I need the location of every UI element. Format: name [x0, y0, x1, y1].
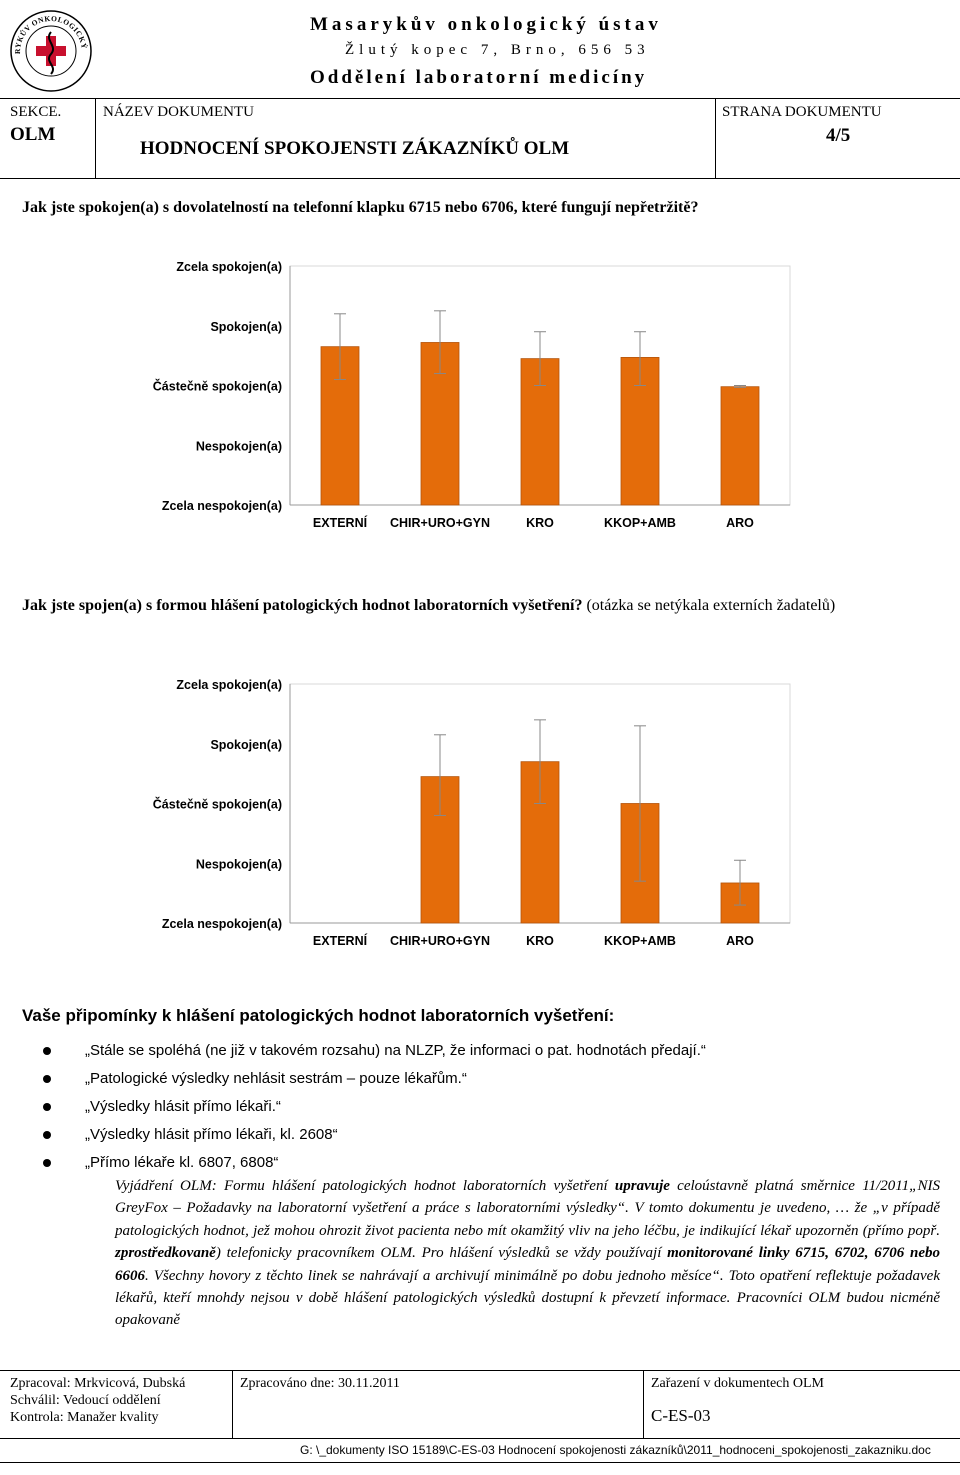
- checked-by: Kontrola: Manažer kvality: [10, 1410, 159, 1425]
- comments-list: [40, 1038, 920, 1178]
- doc-code: C-ES-03: [651, 1406, 711, 1425]
- department-name: Oddělení laboratorní medicíny: [310, 67, 648, 88]
- y-tick-label: Spokojen(a): [210, 319, 282, 334]
- list-item: „Výsledky hlásit přímo lékaři, kl. 2608“: [40, 1122, 920, 1150]
- classification-label: Zařazení v dokumentech OLM: [651, 1376, 824, 1391]
- y-tick-label: Částečně spokojen(a): [152, 797, 282, 812]
- question-1: Jak jste spokojen(a) s dovolatelností na telefonní klapku 6715 nebo 6706, které fungují nepřetržitě?: [22, 199, 699, 216]
- y-tick-label: Zcela spokojen(a): [176, 260, 282, 274]
- footer-bottom-line: [0, 1462, 960, 1463]
- institute-logo: [8, 6, 94, 92]
- y-tick-label: Nespokojen(a): [195, 857, 282, 872]
- y-tick-label: Spokojen(a): [210, 737, 282, 752]
- list-item: „Stále se spoléhá (ne již v takovém rozsahu) na NLZP, že informaci o pat. hodnotách předají.“: [40, 1038, 920, 1066]
- file-path: G: \_dokumenty ISO 15189\C-ES-03 Hodnocení spokojenosti zákazníků\2011_hodnoceni_spokojenosti_zakazniku.doc: [300, 1443, 931, 1457]
- header-col-divider: [715, 98, 716, 178]
- section-label: SEKCE.: [10, 104, 62, 120]
- response-text: ) telefonicky pracovníkem OLM. Pro hlášení výsledků se vždy používají: [215, 1245, 668, 1262]
- footer-top-line: [0, 1370, 960, 1371]
- header-divider: [0, 98, 960, 99]
- page-label: STRANA DOKUMENTU: [722, 104, 882, 120]
- x-tick-label: EXTERNÍ: [312, 934, 368, 948]
- doc-name-label: NÁZEV DOKUMENTU: [103, 104, 254, 120]
- y-tick-label: Zcela nespokojen(a): [161, 499, 282, 513]
- list-item: „Výsledky hlásit přímo lékaři.“: [40, 1094, 920, 1122]
- x-tick-label: KRO: [526, 516, 554, 530]
- question-2-note: (otázka se netýkala externích žadatelů): [582, 597, 836, 614]
- y-tick-label: Zcela spokojen(a): [176, 678, 282, 692]
- y-tick-label: Nespokojen(a): [195, 439, 282, 454]
- header-col-divider: [95, 98, 96, 178]
- x-tick-label: KKOP+AMB: [604, 934, 676, 948]
- response-emphasis: upravuje: [614, 1178, 670, 1194]
- x-tick-label: CHIR+URO+GYN: [389, 516, 491, 530]
- response-emphasis: monitorované linky 6715, 6702, 6706 nebo 6606: [115, 1245, 940, 1284]
- x-tick-label: EXTERNÍ: [312, 516, 368, 530]
- bar: [721, 387, 759, 505]
- y-tick-label: Zcela nespokojen(a): [161, 917, 282, 931]
- response-text: celoústavně platná směrnice 11/2011„NIS GreyFox – Požadavky na laboratorní vyšetření a práce s laboratorními výsledky“. V tomto dokumentu je uvedeno, … že „v případě patologických hodnot, jež mohou ohrozit život pacienta nebo mít okamžitý vliv na jeho léčbu, je indikující lékař upozorněn (přímo popř.: [115, 1178, 940, 1239]
- x-tick-label: ARO: [726, 516, 754, 530]
- x-tick-label: ARO: [726, 934, 754, 948]
- footer-mid-line: [0, 1438, 960, 1439]
- response-emphasis: zprostředkovaně: [115, 1245, 216, 1262]
- section-value: OLM: [10, 124, 56, 145]
- institute-address: Žlutý kopec 7, Brno, 656 53: [345, 42, 650, 58]
- response-text: Vyjádření OLM: Formu hlášení patologických hodnot laboratorních vyšetření: [115, 1178, 615, 1194]
- question-2-text: Jak jste spojen(a) s formou hlášení patologických hodnot laboratorních vyšetření?: [22, 597, 583, 614]
- processed-date: Zpracováno dne: 30.11.2011: [240, 1376, 400, 1391]
- x-tick-label: KKOP+AMB: [604, 516, 676, 530]
- page-number: 4/5: [826, 125, 851, 146]
- footer-col-divider: [232, 1370, 233, 1438]
- comments-heading: Vaše připomínky k hlášení patologických hodnot laboratorních vyšetření:: [22, 1006, 615, 1025]
- list-item: „Přímo lékaře kl. 6807, 6808“: [40, 1150, 920, 1178]
- x-tick-label: CHIR+URO+GYN: [389, 934, 491, 948]
- chart-pathology-reporting: [140, 676, 800, 961]
- olm-response: [115, 1175, 940, 1332]
- response-text: . Všechny hovory z těchto linek se nahrávají a archivují minimálně po dobu jednoho měsíce“. Toto opatření reflektuje požadavek lékařů, kteří mnohdy nejsou v době hlášení patologických výsledků dostupní k převzetí informace. Pracovníci OLM budou nicméně opakovaně: [115, 1267, 940, 1329]
- footer-col-divider: [643, 1370, 644, 1438]
- prepared-by: Zpracoval: Mrkvicová, Dubská: [10, 1376, 186, 1391]
- institute-name: Masarykův onkologický ústav: [310, 14, 662, 35]
- chart-phone-availability: [140, 258, 800, 543]
- approved-by: Schválil: Vedoucí oddělení: [10, 1393, 161, 1408]
- list-item: „Patologické výsledky nehlásit sestrám – pouze lékařům.“: [40, 1066, 920, 1094]
- logo-text: RYKŮV ONKOLOGICKÝ: [12, 13, 89, 55]
- header-bottom-line: [0, 178, 960, 179]
- y-tick-label: Částečně spokojen(a): [152, 379, 282, 394]
- question-2: [22, 595, 942, 617]
- x-tick-label: KRO: [526, 934, 554, 948]
- doc-name-value: HODNOCENÍ SPOKOJENSTI ZÁKAZNÍKŮ OLM: [140, 138, 570, 159]
